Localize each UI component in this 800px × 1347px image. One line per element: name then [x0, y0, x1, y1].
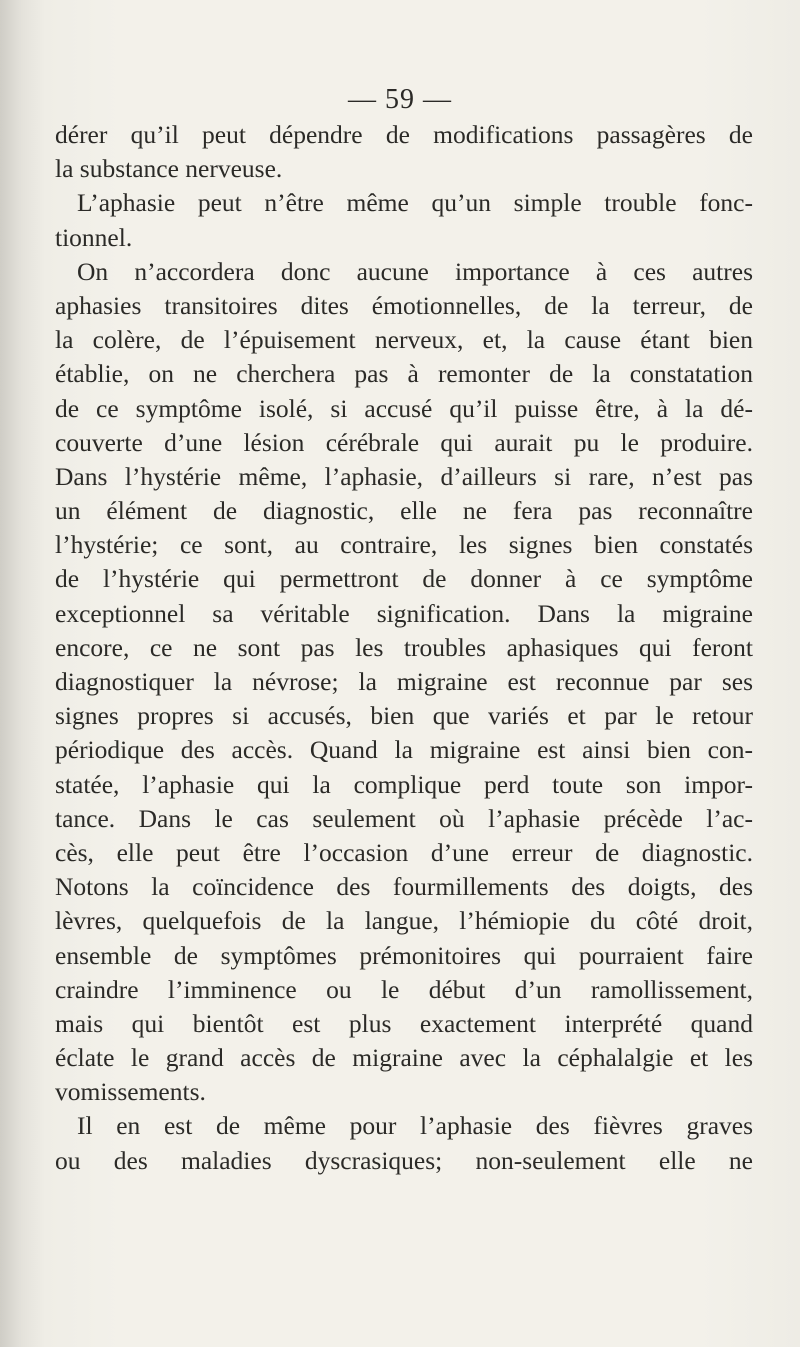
text-line: éclate le grand accès de migraine avec la céphalalgie et les [55, 1043, 753, 1073]
text-line: couverte d’une lésion cérébrale qui aurait pu le produire. [55, 427, 753, 457]
text-line: lèvres, quelquefois de la langue, l’hémiopie du côté droit, [55, 906, 753, 936]
text-line: signes propres si accusés, bien que variés et par le retour [55, 701, 753, 731]
text-line: un élément de diagnostic, elle ne fera pas reconnaître [55, 496, 753, 526]
text-line: aphasies transitoires dites émotionnelles, de la terreur, de [55, 290, 753, 320]
text-line: mais qui bientôt est plus exactement interprété quand [55, 1008, 753, 1038]
text-line: On n’accordera donc aucune importance à ces autres [77, 256, 753, 286]
text-line: la colère, de l’épuisement nerveux, et, la cause étant bien [55, 325, 753, 355]
text-line: de l’hystérie qui permettront de donner à ce symptôme [55, 564, 753, 594]
text-line: L’aphasie peut n’être même qu’un simple trouble fonc- [77, 188, 753, 218]
text-line: Il en est de même pour l’aphasie des fièvres graves [77, 1111, 753, 1141]
text-line: tance. Dans le cas seulement où l’aphasie précède l’ac- [55, 803, 753, 833]
text-line: Dans l’hystérie même, l’aphasie, d’ailleurs si rare, n’est pas [55, 461, 753, 491]
text-line: vomissements. [55, 1077, 206, 1107]
text-line: craindre l’imminence ou le début d’un ramollissement, [55, 974, 753, 1004]
text-line: établie, on ne cherchera pas à remonter de la constatation [55, 359, 753, 389]
text-line: encore, ce ne sont pas les troubles aphasiques qui feront [55, 632, 753, 662]
text-line: tionnel. [55, 222, 133, 252]
text-line: exceptionnel sa véritable signification. Dans la migraine [55, 598, 753, 628]
text-line: cès, elle peut être l’occasion d’une erreur de diagnostic. [55, 837, 753, 867]
text-line: ensemble de symptômes prémonitoires qui pourraient faire [55, 940, 753, 970]
text-line: l’hystérie; ce sont, au contraire, les signes bien constatés [55, 530, 753, 560]
text-line: diagnostiquer la névrose; la migraine est reconnue par ses [55, 667, 753, 696]
text-line: dérer qu’il peut dépendre de modifications passagères de [55, 120, 753, 149]
text-line: la substance nerveuse. [55, 154, 283, 184]
text-line: périodique des accès. Quand la migraine est ainsi bien con- [55, 735, 753, 765]
text-line: Notons la coïncidence des fourmillements des doigts, des [55, 872, 753, 902]
body-text [55, 118, 753, 1178]
page-number: — 59 — [348, 84, 452, 115]
text-line: statée, l’aphasie qui la complique perd toute son impor- [55, 769, 753, 799]
text-line: ou des maladies dyscrasiques; non-seulement elle ne [55, 1145, 753, 1175]
text-line: de ce symptôme isolé, si accusé qu’il puisse être, à la dé- [55, 393, 753, 423]
